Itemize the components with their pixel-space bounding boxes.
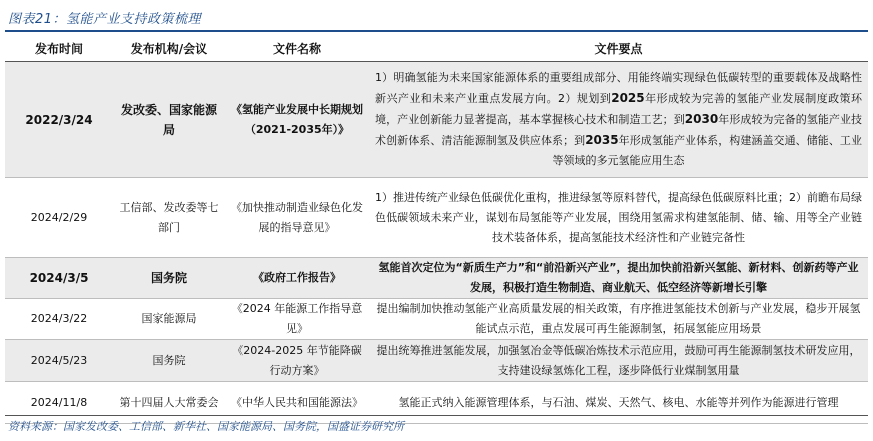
row-doc: 《加快推动制造业绿色化发展的指导意见》 bbox=[225, 178, 369, 258]
row-org: 国家能源局 bbox=[113, 299, 225, 340]
table-row bbox=[5, 299, 868, 340]
header-req: 文件要点 bbox=[369, 36, 868, 62]
table-row bbox=[5, 178, 868, 258]
row-org: 第十四届人大常委会 bbox=[113, 382, 225, 424]
table-header-row bbox=[5, 36, 868, 62]
header-org: 发布机构/会议 bbox=[113, 36, 225, 62]
row-req: 提出编制加快推动氢能产业高质量发展的相关政策，有序推进氢能技术创新与产业发展，稳步开展氢能试点示范，重点发展可再生能源制氢，拓展氢能应用场景 bbox=[369, 299, 868, 340]
source-note: 资料来源：国家发改委、工信部、新华社、国家能源局、国务院，国盛证券研究所 bbox=[8, 420, 404, 433]
title-divider bbox=[5, 30, 868, 32]
table-bottom-rule bbox=[5, 415, 868, 416]
row-doc: 《政府工作报告》 bbox=[225, 258, 369, 299]
policy-table bbox=[5, 36, 868, 424]
row-date: 2022/3/24 bbox=[5, 62, 113, 178]
row-org: 国务院 bbox=[113, 258, 225, 299]
row-req: 1）明确氢能为未来国家能源体系的重要组成部分、用能终端实现绿色低碳转型的重要载体及战略性新兴产业和未来产业重点发展方向。2）规划到2025年形成较为完善的氢能产业发展制度政策环境，产业创新能力显著提高，基本掌握核心技术和制造工艺；到2030年形成较为完备的氢能产业技术创新体系、清洁能源制氢及供应体系；到2035年形成氢能产业体系，构建涵盖交通、储能、工业等领域的多元氢能应用生态 bbox=[369, 62, 868, 178]
row-date: 2024/5/23 bbox=[5, 340, 113, 382]
row-date: 2024/11/8 bbox=[5, 382, 113, 424]
row-org: 发改委、国家能源局 bbox=[113, 62, 225, 178]
row-org: 国务院 bbox=[113, 340, 225, 382]
header-date: 发布时间 bbox=[5, 36, 113, 62]
row-req: 氢能正式纳入能源管理体系，与石油、煤炭、天然气、核电、水能等并列作为能源进行管理 bbox=[369, 382, 868, 424]
row-doc: 《2024 年能源工作指导意见》 bbox=[225, 299, 369, 340]
row-org: 工信部、发改委等七部门 bbox=[113, 178, 225, 258]
row-req: 提出统筹推进氢能发展，加强氢冶金等低碳冶炼技术示范应用，鼓励可再生能源制氢技术研发应用，支持建设绿氢炼化工程，逐步降低行业煤制氢用量 bbox=[369, 340, 868, 382]
table-row bbox=[5, 258, 868, 299]
row-date: 2024/3/22 bbox=[5, 299, 113, 340]
row-date: 2024/2/29 bbox=[5, 178, 113, 258]
row-doc: 《2024-2025 年节能降碳行动方案》 bbox=[225, 340, 369, 382]
row-req: 1）推进传统产业绿色低碳优化重构，推进绿氢等原料替代，提高绿色低碳原料比重；2）前瞻布局绿色低碳领域未来产业，谋划布局氢能等产业发展，围绕用氢需求构建氢能制、储、输、用等全产业链技术装备体系，提高氢能技术经济性和产业链完备性 bbox=[369, 178, 868, 258]
table-row bbox=[5, 340, 868, 382]
figure-title: 图表21：氢能产业支持政策梳理 bbox=[8, 12, 202, 27]
table-row bbox=[5, 62, 868, 178]
row-date: 2024/3/5 bbox=[5, 258, 113, 299]
row-doc: 《氢能产业发展中长期规划（2021-2035年）》 bbox=[225, 62, 369, 178]
row-req: 氢能首次定位为“新质生产力”和“前沿新兴产业”，提出加快前沿新兴氢能、新材料、创新药等产业发展，积极打造生物制造、商业航天、低空经济等新增长引擎 bbox=[369, 258, 868, 299]
row-doc: 《中华人民共和国能源法》 bbox=[225, 382, 369, 424]
header-doc: 文件名称 bbox=[225, 36, 369, 62]
